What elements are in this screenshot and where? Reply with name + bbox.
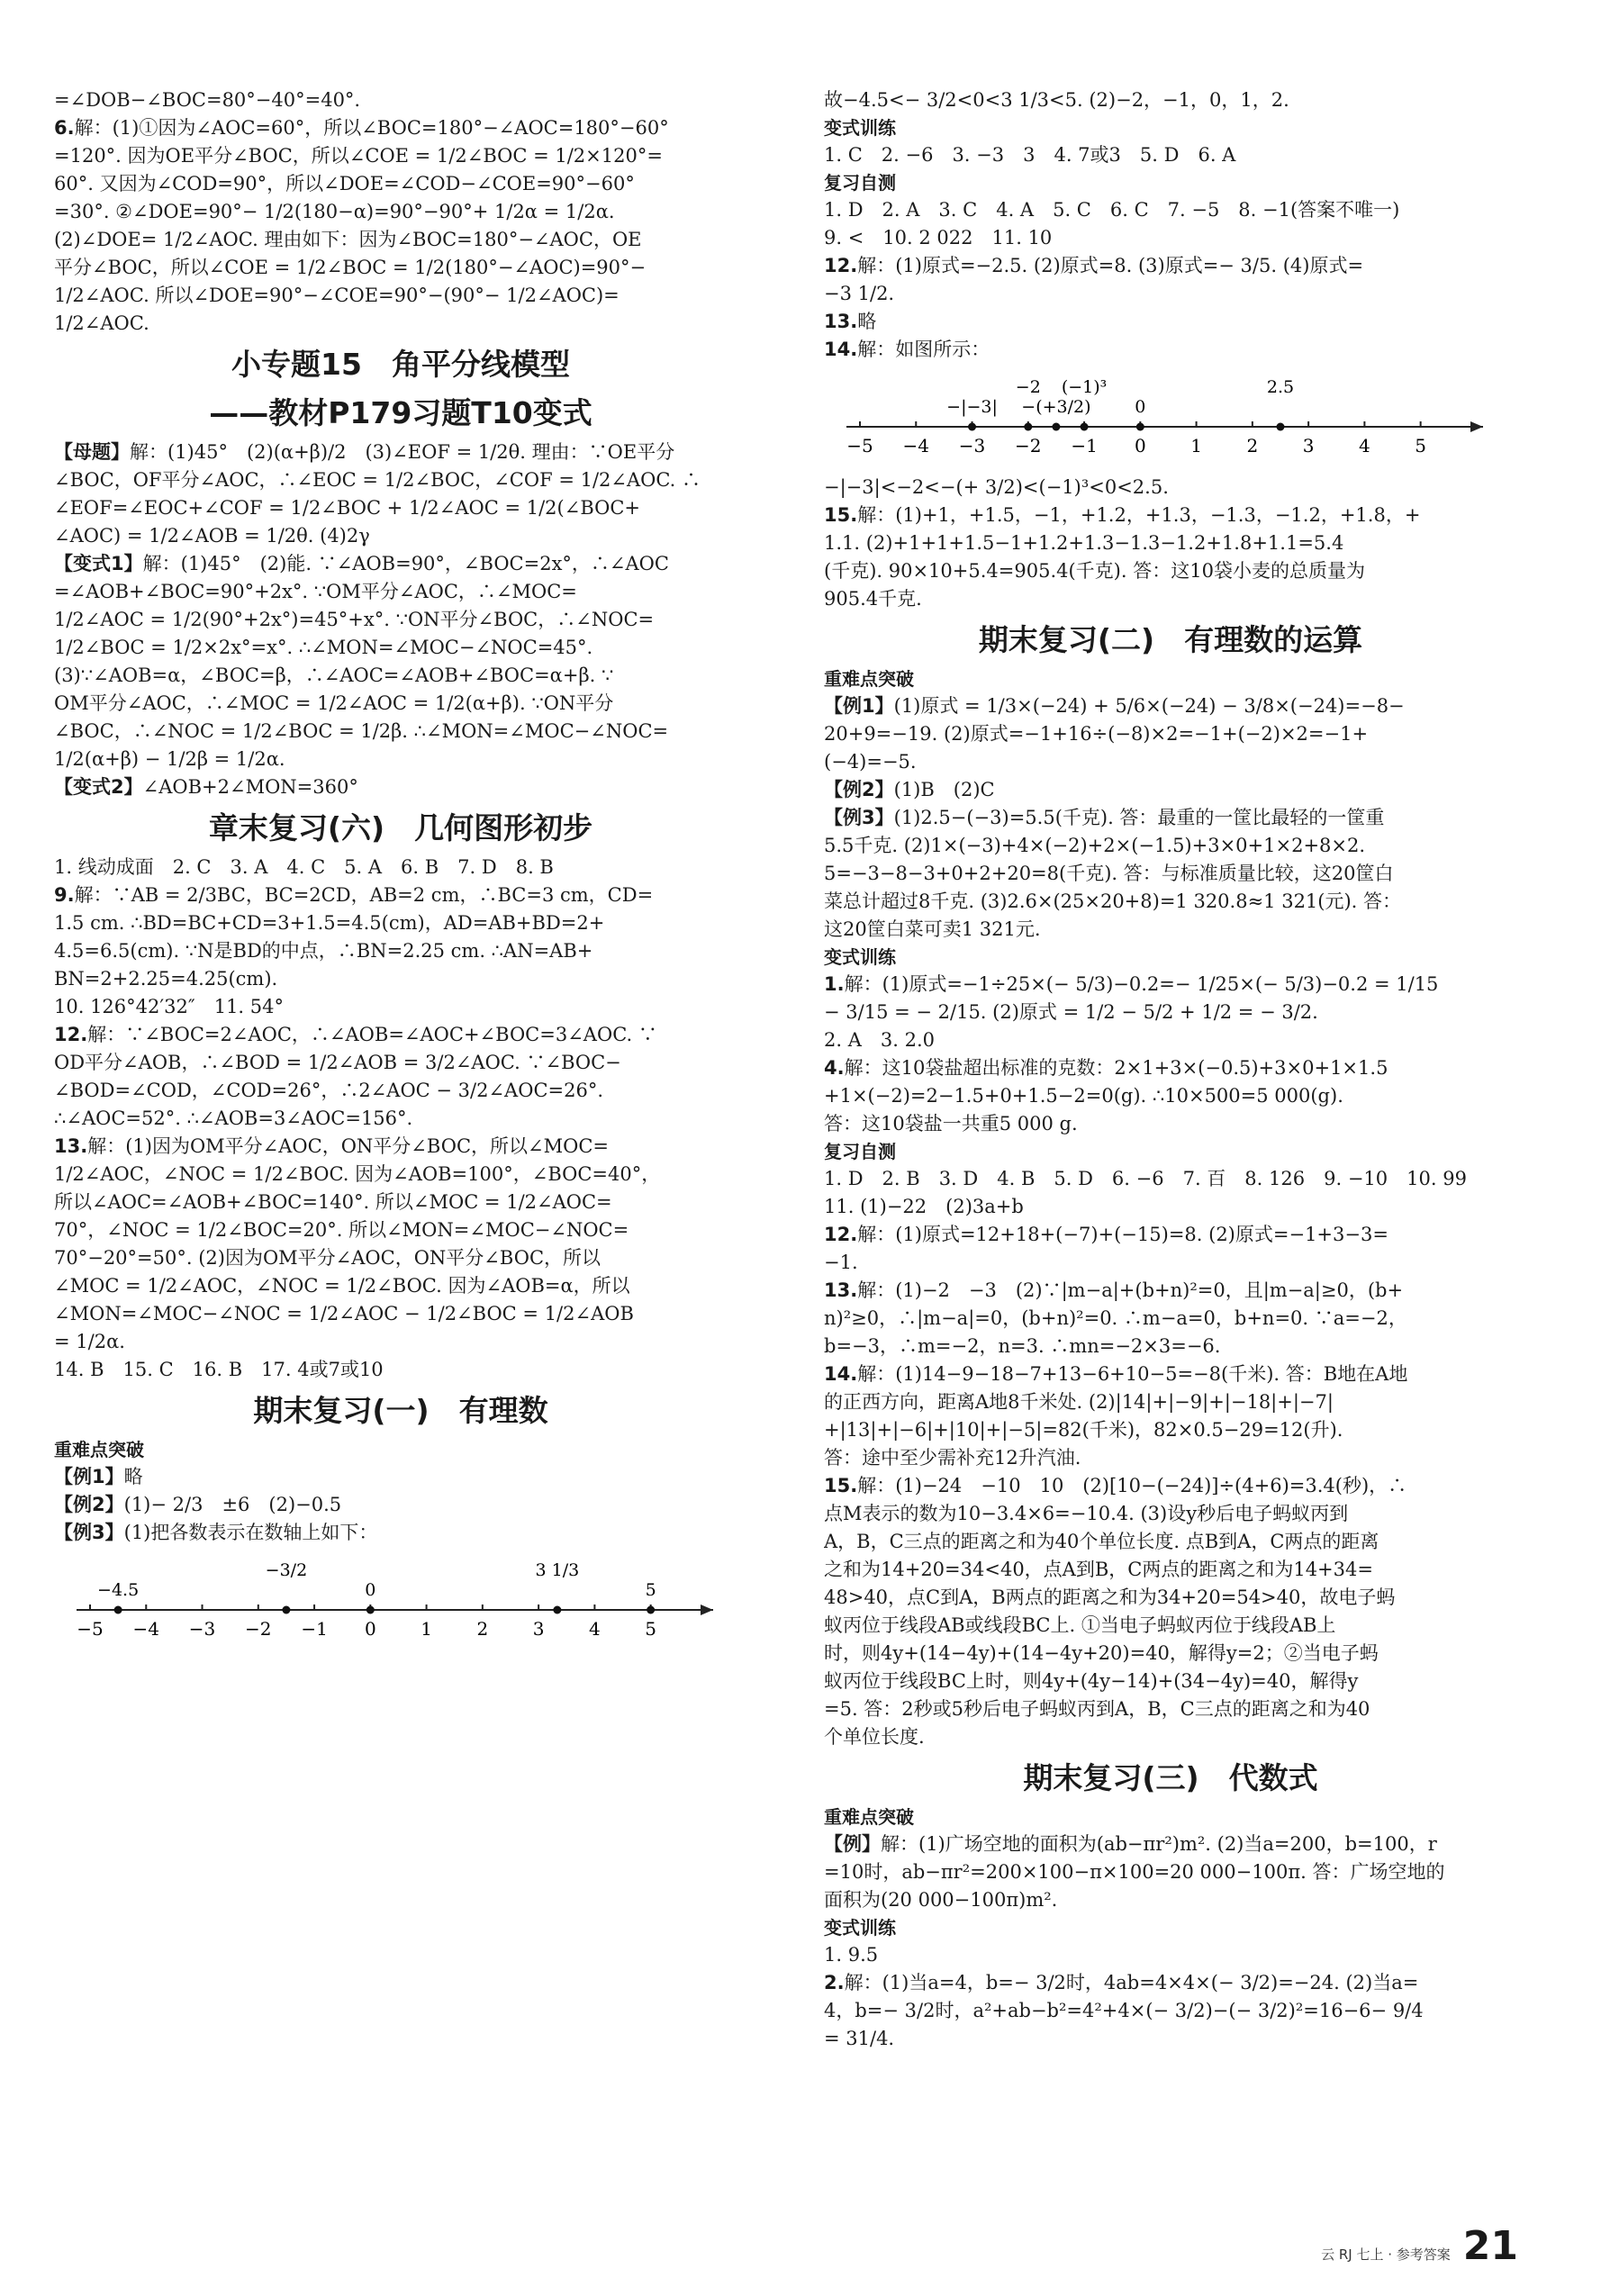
line-text: 解：∵∠BOC=2∠AOC，∴∠AOB=∠AOC+∠BOC=3∠AOC. ∵ [87, 1024, 657, 1045]
answer-line [54, 1216, 747, 1244]
example-label: 【例3】 [54, 1522, 124, 1543]
answer-line [54, 1161, 747, 1189]
subsection-title: 变式训练 [824, 1917, 896, 1939]
point-label: 0 [365, 1580, 376, 1600]
answer-line [824, 692, 1517, 720]
tick-label: 2 [1246, 435, 1259, 456]
answer-line [54, 718, 747, 746]
line-text: 解：(1)45° (2)能. ∵∠AOB=90°，∠BOC=2x°，∴∠AOC [142, 553, 669, 574]
line-text: (1)原式 = 1/3×(−24) + 5/6×(−24) − 3/8×(−24)=−8− [893, 695, 1405, 717]
answer-line [824, 1695, 1517, 1723]
line-text: 面积为(20 000−100π)m². [824, 1889, 1058, 1911]
line-text: =120°. 因为OE平分∠BOC，所以∠COE = 1/2∠BOC = 1/2×120°= [54, 145, 663, 167]
answer-line [54, 578, 747, 606]
line-text: 1. D 2. A 3. C 4. A 5. C 6. C 7. −5 8. −1(答案不唯一) [824, 199, 1400, 221]
line-text: 1/2∠BOC = 1/2×2x°=x°. ∴∠MON=∠MOC−∠NOC=45°. [54, 637, 593, 658]
answer-line [824, 1941, 1517, 1969]
page-number: 21 [1462, 2223, 1518, 2269]
answer-line [824, 557, 1517, 585]
line-text: 解：(1)原式=12+18+(−7)+(−15)=8. (2)原式=−1+3−3= [857, 1224, 1388, 1245]
answer-line [824, 1388, 1517, 1416]
question-number: 15. [824, 504, 858, 526]
line-text: 略 [123, 1466, 143, 1487]
answer-line [54, 634, 747, 662]
line-text: 1. 9.5 [824, 1944, 879, 1966]
question-number: 4. [824, 1057, 845, 1079]
question-number: 12. [54, 1024, 88, 1045]
question-number: 15. [824, 1475, 858, 1496]
line-text: −3 1/2. [824, 283, 895, 304]
line-text: =∠AOB+∠BOC=90°+2x°. ∵OM平分∠AOC，∴∠MOC= [54, 581, 577, 602]
line-text: BN=2+2.25=4.25(cm). [54, 968, 278, 990]
question-number: 6. [54, 117, 75, 139]
answer-line [824, 224, 1517, 252]
line-text: =5. 答：2秒或5秒后电子蚂蚁丙到A，B，C三点的距离之和为40 [824, 1698, 1370, 1720]
answer-line [824, 832, 1517, 860]
line-text: 解：如图所示： [857, 339, 990, 360]
subsection-title: 重难点突破 [54, 1439, 144, 1460]
tick-label: −4 [132, 1618, 160, 1640]
section-title: ——教材P179习题T10变式 [209, 395, 592, 430]
tick-label: −2 [245, 1618, 272, 1640]
line-text: (2)∠DOE= 1/2∠AOC. 理由如下：因为∠BOC=180°−∠AOC，OE [54, 229, 642, 250]
answer-line [54, 881, 747, 909]
answer-line [54, 937, 747, 965]
line-text: 解：(1)45° (2)(α+β)/2 (3)∠EOF = 1/2θ. 理由：∵OE平分 [130, 441, 675, 463]
line-text: ∠MOC = 1/2∠AOC，∠NOC = 1/2∠BOC. 因为∠AOB=α，所以 [54, 1275, 630, 1297]
question-number: 12. [824, 255, 858, 276]
answer-line [824, 1668, 1517, 1695]
line-text: −1. [824, 1252, 858, 1273]
line-text: 1.5 cm. ∴BD=BC+CD=3+1.5=4.5(cm)，AD=AB+BD=2+ [54, 912, 605, 934]
line-text: 故−4.5<− 3/2<0<3 1/3<5. (2)−2，−1，0，1，2. [824, 89, 1289, 111]
answer-line [824, 1054, 1517, 1082]
left-column [54, 86, 747, 1657]
subsection-title: 变式训练 [824, 946, 896, 968]
example-label: 【变式2】 [54, 776, 143, 798]
answer-line [824, 336, 1517, 364]
line-text: (1)把各数表示在数轴上如下： [123, 1522, 378, 1543]
line-text: 所以∠AOC=∠AOB+∠BOC=140°. 所以∠MOC = 1/2∠AOC= [54, 1191, 612, 1213]
answer-line [54, 1105, 747, 1133]
line-text: 解：(1)广场空地的面积为(ab−πr²)m². (2)当a=200，b=100，r [881, 1833, 1437, 1855]
tick-label: −1 [301, 1618, 328, 1640]
line-text: A，B，C三点的距离之和为40个单位长度. 点B到A，C两点的距离 [824, 1531, 1379, 1552]
line-text: 9. < 10. 2 022 11. 10 [824, 227, 1053, 249]
point-label: 3 1/3 [535, 1560, 580, 1580]
answer-line [824, 141, 1517, 169]
point-label: −2 [1015, 377, 1041, 397]
section-title: 期末复习(一) 有理数 [253, 1393, 548, 1428]
question-number: 13. [824, 1279, 858, 1301]
answer-line [824, 252, 1517, 280]
point-marker [282, 1606, 290, 1614]
answer-line [824, 1110, 1517, 1138]
line-text: 略 [857, 311, 877, 332]
answer-line [54, 773, 747, 801]
answer-line [54, 1133, 747, 1161]
tick-label: −4 [902, 435, 930, 456]
line-text: (1)B (2)C [893, 779, 995, 800]
line-text: 60°. 又因为∠COD=90°，所以∠DOE=∠COD−∠COE=90°−60° [54, 173, 635, 194]
line-text: 蚁丙位于线段AB或线段BC上. ①当电子蚂蚁丙位于线段AB上 [824, 1614, 1336, 1636]
answer-line [824, 1165, 1517, 1193]
point-marker [1136, 423, 1144, 431]
answer-line [54, 1272, 747, 1300]
answer-line [54, 310, 747, 338]
line-text: 20+9=−19. (2)原式=−1+16÷(−8)×2=−1+(−2)×2=−1+ [824, 723, 1369, 745]
example-label: 【例1】 [824, 695, 894, 717]
line-text: 点M表示的数为10−3.4×6=−10.4. (3)设y秒后电子蚂蚁丙到 [824, 1503, 1349, 1524]
line-text: 1/2∠AOC = 1/2(90°+2x°)=45°+x°. ∵ON平分∠BOC，∴∠NOC= [54, 609, 655, 630]
answer-line [54, 1300, 747, 1328]
answer-line [824, 1830, 1517, 1858]
answer-line [824, 1193, 1517, 1221]
line-text: 的正西方向，距离A地8千米处. (2)|14|+|−9|+|−18|+|−7| [824, 1391, 1334, 1413]
question-number: 14. [824, 1363, 858, 1385]
question-number: 12. [824, 1224, 858, 1245]
answer-line [824, 1723, 1517, 1751]
answer-line [54, 1356, 747, 1384]
answer-line [54, 965, 747, 993]
example-label: 【例2】 [824, 779, 894, 800]
line-text: 解：(1)因为OM平分∠AOC，ON平分∠BOC，所以∠MOC= [87, 1135, 609, 1157]
answer-line [54, 1077, 747, 1105]
answer-line [54, 662, 747, 690]
answer-line [54, 1328, 747, 1356]
point-label: (−1)³ [1061, 377, 1108, 397]
answer-line [824, 971, 1517, 999]
answer-line [824, 280, 1517, 308]
line-text: 解：这10袋盐超出标准的克数：2×1+3×(−0.5)+3×0+1×1.5 [844, 1057, 1388, 1079]
tick-label: −3 [958, 435, 986, 456]
line-text: (1)− 2/3 ±6 (2)−0.5 [123, 1494, 342, 1515]
line-text: +1×(−2)=2−1.5+0+1.5−2=0(g). ∴10×500=5 000(g). [824, 1085, 1343, 1107]
answer-line [824, 1305, 1517, 1333]
line-text: (千克). 90×10+5.4=905.4(千克). 答：这10袋小麦的总质量为 [824, 560, 1365, 582]
line-text: (3)∵∠AOB=α，∠BOC=β，∴∠AOC=∠AOB+∠BOC=α+β. ∵ [54, 664, 614, 686]
tick-label: 0 [364, 1618, 376, 1640]
answer-line [824, 776, 1517, 804]
answer-line [54, 1189, 747, 1216]
line-text: 5.5千克. (2)1×(−3)+4×(−2)+2×(−1.5)+3×0+1×2+8×2. [824, 835, 1366, 856]
tick-label: 1 [1190, 435, 1202, 456]
line-text: ∠AOC) = 1/2∠AOB = 1/2θ. (4)2γ [54, 525, 370, 547]
answer-line [824, 1082, 1517, 1110]
answer-line [54, 746, 747, 773]
line-text: 70°，∠NOC = 1/2∠BOC=20°. 所以∠MON=∠MOC−∠NOC= [54, 1219, 629, 1241]
line-text: b=−3，∴m=−2，n=3. ∴mn=−2×3=−6. [824, 1335, 1221, 1357]
tick-label: 1 [421, 1618, 432, 1640]
answer-line [824, 1886, 1517, 1914]
line-text: ∠MON=∠MOC−∠NOC = 1/2∠AOC − 1/2∠BOC = 1/2∠AOB [54, 1303, 634, 1324]
answer-line [54, 909, 747, 937]
line-text: ∠BOD=∠COD，∠COD=26°，∴2∠AOC − 3/2∠AOC=26°. [54, 1080, 604, 1101]
tick-label: 4 [1359, 435, 1370, 456]
example-label: 【例3】 [824, 807, 894, 828]
answer-line [54, 282, 747, 310]
answer-line [54, 170, 747, 198]
tick-label: −2 [1015, 435, 1042, 456]
answer-line [824, 999, 1517, 1026]
answer-line [54, 1244, 747, 1272]
line-text: 1/2∠AOC. [54, 312, 149, 334]
answer-line [824, 1556, 1517, 1584]
page-footer [1321, 2223, 1518, 2269]
point-label: −|−3| [946, 397, 998, 417]
point-marker [366, 1606, 375, 1614]
line-text: 之和为14+20=34<40，点A到B，C两点的距离之和为14+34= [824, 1559, 1373, 1580]
tick-label: 3 [1302, 435, 1315, 456]
line-text: =30°. ②∠DOE=90°− 1/2(180−α)=90°−90°+ 1/2α = 1/2α. [54, 201, 615, 222]
line-text: 解：(1)原式=−2.5. (2)原式=8. (3)原式=− 3/5. (4)原式= [857, 255, 1364, 276]
line-text: +|13|+|−6|+|10|+|−5|=82(千米)，82×0.5−29=12(升). [824, 1419, 1343, 1441]
answer-line [824, 1444, 1517, 1472]
section-title: 期末复习(三) 代数式 [1023, 1760, 1318, 1795]
answer-line [54, 142, 747, 170]
question-number: 14. [824, 339, 858, 360]
answer-line [824, 1500, 1517, 1528]
line-text: 1. D 2. B 3. D 4. B 5. D 6. −6 7. 百 8. 126 9. −10 10. 99 [824, 1168, 1467, 1189]
right-column [824, 86, 1517, 2053]
point-marker [1081, 423, 1089, 431]
line-text: 蚁丙位于线段BC上时，则4y+(4y−14)+(34−4y)=40，解得y [824, 1670, 1359, 1692]
tick-label: 4 [589, 1618, 601, 1640]
answer-line [824, 1640, 1517, 1668]
line-text: ∠EOF=∠EOC+∠COF = 1/2∠BOC + 1/2∠AOC = 1/2(∠BOC+ [54, 497, 641, 519]
line-text: 1/2(α+β) − 1/2β = 1/2α. [54, 748, 285, 770]
tick-label: −5 [846, 435, 873, 456]
line-text: 答：这10袋盐一共重5 000 g. [824, 1113, 1078, 1134]
answer-line [54, 438, 747, 466]
answer-line [54, 1519, 747, 1547]
line-text: 48>40，点C到A，B两点的距离之和为34+20=54>40，故电子蚂 [824, 1586, 1396, 1608]
line-text: −|−3|<−2<−(+ 3/2)<(−1)³<0<2.5. [824, 476, 1169, 498]
tick-label: −5 [77, 1618, 104, 1640]
example-label: 【例1】 [54, 1466, 124, 1487]
line-text: ∠BOC，OF平分∠AOC，∴∠EOC = 1/2∠BOC，∠COF = 1/2∠AOC. ∴ [54, 469, 701, 491]
line-text: 解：(1)14−9−18−7+13−6+10−5=−8(千米). 答：B地在A地 [857, 1363, 1408, 1385]
question-number: 1. [824, 973, 845, 995]
answer-line [54, 1491, 747, 1519]
example-label: 【变式1】 [54, 553, 143, 574]
line-text: ∠AOB+2∠MON=360° [142, 776, 358, 798]
line-text: 菜总计超过8千克. (3)2.6×(25×20+8)=1 320.8≈1 321(元). 答： [824, 890, 1402, 912]
answer-line [824, 860, 1517, 888]
answer-line [54, 522, 747, 550]
point-label: 0 [1135, 397, 1146, 417]
subsection-title: 复习自测 [824, 1141, 896, 1162]
line-text: ∠BOC，∴∠NOC = 1/2∠BOC = 1/2β. ∴∠MON=∠MOC−∠NOC= [54, 720, 669, 742]
answer-line [824, 1026, 1517, 1054]
answer-line [54, 466, 747, 494]
answer-line [824, 804, 1517, 832]
tick-label: 0 [1134, 435, 1146, 456]
line-text: 10. 126°42′32″ 11. 54° [54, 996, 285, 1017]
example-label: 【例2】 [54, 1494, 124, 1515]
answer-line [54, 198, 747, 226]
answer-line [54, 86, 747, 114]
point-marker [553, 1606, 561, 1614]
line-text: 解：(1)当a=4，b=− 3/2时，4ab=4×4×(− 3/2)=−24. (2)当a= [844, 1972, 1419, 1993]
tick-label: −3 [188, 1618, 216, 1640]
tick-label: 5 [1415, 435, 1427, 456]
answer-line [824, 1528, 1517, 1556]
subsection-title: 复习自测 [824, 172, 896, 194]
answer-line [54, 690, 747, 718]
footer-text: 云 RJ 七上 · 参考答案 [1321, 2246, 1451, 2263]
point-label: 5 [645, 1580, 656, 1600]
answer-line [54, 494, 747, 522]
line-text: 1. 线动成面 2. C 3. A 4. C 5. A 6. B 7. D 8. B [54, 856, 554, 878]
line-text: 1/2∠AOC. 所以∠DOE=90°−∠COE=90°−(90°− 1/2∠AOC)= [54, 285, 620, 306]
answer-line [54, 550, 747, 578]
point-marker [647, 1606, 655, 1614]
line-text: 11. (1)−22 (2)3a+b [824, 1196, 1024, 1217]
point-label: −(+3/2) [1021, 397, 1091, 417]
point-marker [114, 1606, 122, 1614]
line-text: (−4)=−5. [824, 751, 917, 773]
line-text: 这20筐白菜可卖1 321元. [824, 918, 1041, 940]
point-marker [968, 423, 976, 431]
answer-line [824, 1249, 1517, 1277]
line-text: 解：(1)①因为∠AOC=60°，所以∠BOC=180°−∠AOC=180°−60° [74, 117, 669, 139]
tick-label: 2 [476, 1618, 489, 1640]
answer-line [54, 226, 747, 254]
line-text: 5=−3−8−3+0+2+20=8(千克). 答：与标准质量比较，这20筐白 [824, 863, 1394, 884]
question-number: 2. [824, 1972, 845, 1993]
point-label: 2.5 [1266, 377, 1295, 397]
point-marker [1024, 423, 1032, 431]
line-text: 905.4千克. [824, 588, 922, 610]
line-text: (1)2.5−(−3)=5.5(千克). 答：最重的一筐比最轻的一筐重 [893, 807, 1385, 828]
line-text: 14. B 15. C 16. B 17. 4或7或10 [54, 1359, 384, 1380]
line-text: 1. C 2. −6 3. −3 3 4. 7或3 5. D 6. A [824, 144, 1236, 166]
line-text: n)²≥0，∴|m−a|=0，(b+n)²=0. ∴m−a=0，b+n=0. ∵a=−2， [824, 1307, 1407, 1329]
answer-line [824, 308, 1517, 336]
answer-line [824, 1997, 1517, 2025]
answer-line [54, 854, 747, 881]
number-line [824, 367, 1490, 466]
line-text: 解：∵AB = 2/3BC，BC=2CD，AB=2 cm，∴BC=3 cm，CD= [74, 884, 654, 906]
line-text: 解：(1)−2 −3 (2)∵|m−a|+(b+n)²=0，且|m−a|≥0，(b+ [857, 1279, 1404, 1301]
point-label: −4.5 [97, 1580, 140, 1600]
line-text: 答：途中至少需补充12升汽油. [824, 1447, 1081, 1469]
line-text: 个单位长度. [824, 1726, 925, 1748]
answer-line [824, 1333, 1517, 1360]
line-text: 70°−20°=50°. (2)因为OM平分∠AOC，ON平分∠BOC，所以 [54, 1247, 602, 1269]
line-text: 2. A 3. 2.0 [824, 1029, 935, 1051]
line-text: =∠DOB−∠BOC=80°−40°=40°. [54, 89, 361, 111]
line-text: 解：(1)−24 −10 10 (2)[10−(−24)]÷(4+6)=3.4(秒)，∴ [857, 1475, 1407, 1496]
answer-line [54, 606, 747, 634]
answer-line [54, 1049, 747, 1077]
example-label: 【例】 [824, 1833, 881, 1855]
question-number: 13. [54, 1135, 88, 1157]
answer-line [54, 254, 747, 282]
answer-line [54, 1021, 747, 1049]
answer-line [824, 529, 1517, 557]
answer-line [824, 585, 1517, 613]
answer-line [824, 1472, 1517, 1500]
answer-line [824, 720, 1517, 748]
example-label: 【母题】 [54, 441, 130, 463]
tick-label: −1 [1071, 435, 1098, 456]
answer-line [54, 993, 747, 1021]
section-title: 小专题15 角平分线模型 [231, 347, 570, 382]
subsection-title: 重难点突破 [824, 1806, 914, 1828]
point-marker [1276, 423, 1284, 431]
tick-label: 5 [645, 1618, 657, 1640]
answer-line [824, 1969, 1517, 1997]
line-text: OM平分∠AOC，∴∠MOC = 1/2∠AOC = 1/2(α+β). ∵ON平分 [54, 692, 614, 714]
line-text: =10时，ab−πr²=200×100−π×100=20 000−100π. 答：广场空地的 [824, 1861, 1445, 1883]
line-text: 4，b=− 3/2时，a²+ab−b²=4²+4×(− 3/2)−(− 3/2)²=16−6− 9/4 [824, 2000, 1424, 2021]
line-text: ∴∠AOC=52°. ∴∠AOB=3∠AOC=156°. [54, 1107, 413, 1129]
line-text: = 1/2α. [54, 1331, 125, 1352]
question-number: 9. [54, 884, 75, 906]
answer-line [824, 1277, 1517, 1305]
line-text: 平分∠BOC，所以∠COE = 1/2∠BOC = 1/2(180°−∠AOC)=90°− [54, 257, 647, 278]
question-number: 13. [824, 311, 858, 332]
point-label: −3/2 [265, 1560, 308, 1580]
answer-line [824, 1221, 1517, 1249]
line-text: 解：(1)原式=−1÷25×(− 5/3)−0.2=− 1/25×(− 5/3)−0.2 = 1/15 [844, 973, 1439, 995]
answer-line [824, 1584, 1517, 1612]
tick-label: 3 [532, 1618, 545, 1640]
line-text: − 3/15 = − 2/15. (2)原式 = 1/2 − 5/2 + 1/2 = − 3/2. [824, 1001, 1318, 1023]
answer-line [824, 888, 1517, 916]
line-text: 时，则4y+(14−4y)+(14−4y+20)=40，解得y=2；②当电子蚂 [824, 1642, 1379, 1664]
answer-line [54, 1463, 747, 1491]
number-line [54, 1550, 720, 1650]
line-text: 1.1. (2)+1+1+1.5−1+1.2+1.3−1.3−1.2+1.8+1.1=5.4 [824, 532, 1344, 554]
answer-line [824, 1858, 1517, 1886]
answer-line [824, 86, 1517, 114]
answer-line [824, 748, 1517, 776]
answer-line [824, 916, 1517, 944]
answer-line [824, 502, 1517, 529]
section-title: 章末复习(六) 几何图形初步 [208, 810, 593, 845]
line-text: 4.5=6.5(cm). ∵N是BD的中点，∴BN=2.25 cm. ∴AN=AB+ [54, 940, 593, 962]
subsection-title: 重难点突破 [824, 668, 914, 690]
answer-line [824, 1360, 1517, 1388]
subsection-title: 变式训练 [824, 117, 896, 139]
axis-arrow-icon [701, 1604, 713, 1615]
answer-line [824, 1416, 1517, 1444]
line-text: 解：(1)+1，+1.5，−1，+1.2，+1.3，−1.3，−1.2，+1.8，+ [857, 504, 1421, 526]
answer-line [824, 1612, 1517, 1640]
axis-arrow-icon [1470, 421, 1483, 432]
answer-line [824, 474, 1517, 502]
point-marker [1052, 423, 1060, 431]
line-text: 1/2∠AOC，∠NOC = 1/2∠BOC. 因为∠AOB=100°，∠BOC=40°， [54, 1163, 661, 1185]
answer-line [824, 2025, 1517, 2053]
section-title: 期末复习(二) 有理数的运算 [978, 622, 1363, 657]
line-text: OD平分∠AOB，∴∠BOD = 1/2∠AOB = 3/2∠AOC. ∵∠BOC− [54, 1052, 621, 1073]
answer-line [824, 196, 1517, 224]
line-text: = 31/4. [824, 2028, 895, 2049]
answer-line [54, 114, 747, 142]
